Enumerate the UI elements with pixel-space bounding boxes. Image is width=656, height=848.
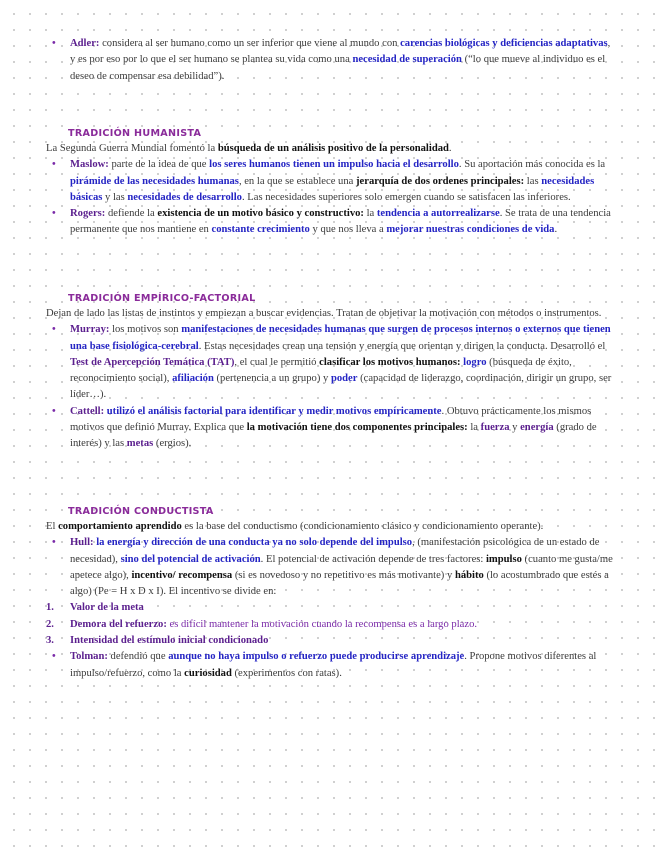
conductista-intro: El comportamiento aprendido es la base del conductismo (condicionamiento clásico y condicionamiento operante).	[46, 521, 544, 532]
conductista-block	[46, 519, 614, 682]
empirico-block	[46, 306, 614, 453]
bullet: •	[52, 651, 56, 663]
heading-empirico-factorial: TRADICIÓN EMPÍRICO-FACTORIAL	[68, 293, 256, 304]
numbered-item-2: 2. Demora del refuerzo: es difícil mantener la motivación cuando la recompensa es a largo plazo.	[46, 618, 478, 630]
humanista-block	[46, 141, 614, 239]
adler-item: • Adler: considera al ser humano como un ser inferior que viene al mundo con carencias biológicas y deficiencias adaptativas, y es por eso por lo que el ser humano se plantea su vida como una necesidad de superación (“lo que mueve al individuo es el deseo de compensar esa debilidad”).	[52, 38, 611, 82]
bullet: •	[52, 405, 56, 417]
numbered-item-1: 1. Valor de la meta	[46, 602, 144, 614]
empirico-intro: Dejan de lado las listas de instintos y empiezan a buscar evidencias. Tratan de objetivar la motivación con métodos o instrumentos.	[46, 308, 602, 319]
adler-block	[46, 36, 614, 85]
heading-conductista: TRADICIÓN CONDUCTISTA	[68, 506, 214, 517]
rogers-item: • Rogers: defiende la existencia de un motivo básico y constructivo: la tendencia a autorrealizarse. Se trata de una tendencia permanente que nos mantiene en constante crecimiento y que nos lleva a mejorar nuestras condiciones de vida.	[52, 208, 611, 236]
humanista-intro: La Segunda Guerra Mundial fomentó la búsqueda de un análisis positivo de la personalidad.	[46, 143, 452, 154]
bullet: •	[52, 159, 56, 171]
bullet: •	[52, 537, 56, 549]
hull-item: • Hull: la energía y dirección de una conducta ya no solo depende del impulso, (manifestación psicológica de un estado de necesidad), sino del potencial de activación. El potencial de activación depende de tres factores: impulso (cuanto me gusta/me apetece algo), incentivo/ recompensa (si es novedoso y no repetitivo es más motivante) y hábito (lo acostumbrado que estés a algo) (Pe = H x D x I). El incentivo se divide en:	[52, 537, 613, 598]
bullet: •	[52, 208, 56, 220]
maslow-item: • Maslow: parte de la idea de que los seres humanos tienen un impulso hacia el desarrollo. Su aportación más conocida es la pirámide de las necesidades humanas, en la que se establece una jerarquía de dos ordenes principales: las necesidades básicas y las necesidades de desarrollo. Las necesidades superiores solo emergen cuando se satisfacen las inferiores.	[52, 159, 606, 203]
cattell-item: • Cattell: utilizó el análisis factorial para identificar y medir motivos empíricamente. Obtuvo prácticamente los mismos motivos que definió Murray. Explica que la motivación tiene dos componentes principales: la fuerza y energía (grado de interés) y las metas (ergios).	[52, 405, 597, 450]
tolman-item: • Tolman: defendió que aunque no haya impulso o refuerzo puede producirse aprendizaje. Propone motivos diferentes al impulso/refuerzo, como la curiosidad (experimentos con ratas).	[52, 651, 597, 679]
numbered-item-3: 3. Intensidad del estímulo inicial condicionado	[46, 635, 269, 647]
murray-item: • Murray: los motivos son manifestaciones de necesidades humanas que surgen de procesos internos o externos que tienen una base fisiológica-cerebral. Estas necesidades crean una tensión y energía que orientan y dirigen la conducta. Desarrolló el Test de Apercepción Temática (TAT), el cual le permitió clasificar los motivos humanos: logro (búsqueda de éxito, reconocimiento social), afiliación (pertenencia a un grupo) y poder (capacidad de liderazgo, coordinación, dirigir un grupo, ser líder…).	[52, 324, 612, 401]
bullet: •	[52, 324, 56, 336]
bullet: •	[52, 38, 56, 49]
heading-humanista: TRADICIÓN HUMANISTA	[68, 128, 202, 139]
